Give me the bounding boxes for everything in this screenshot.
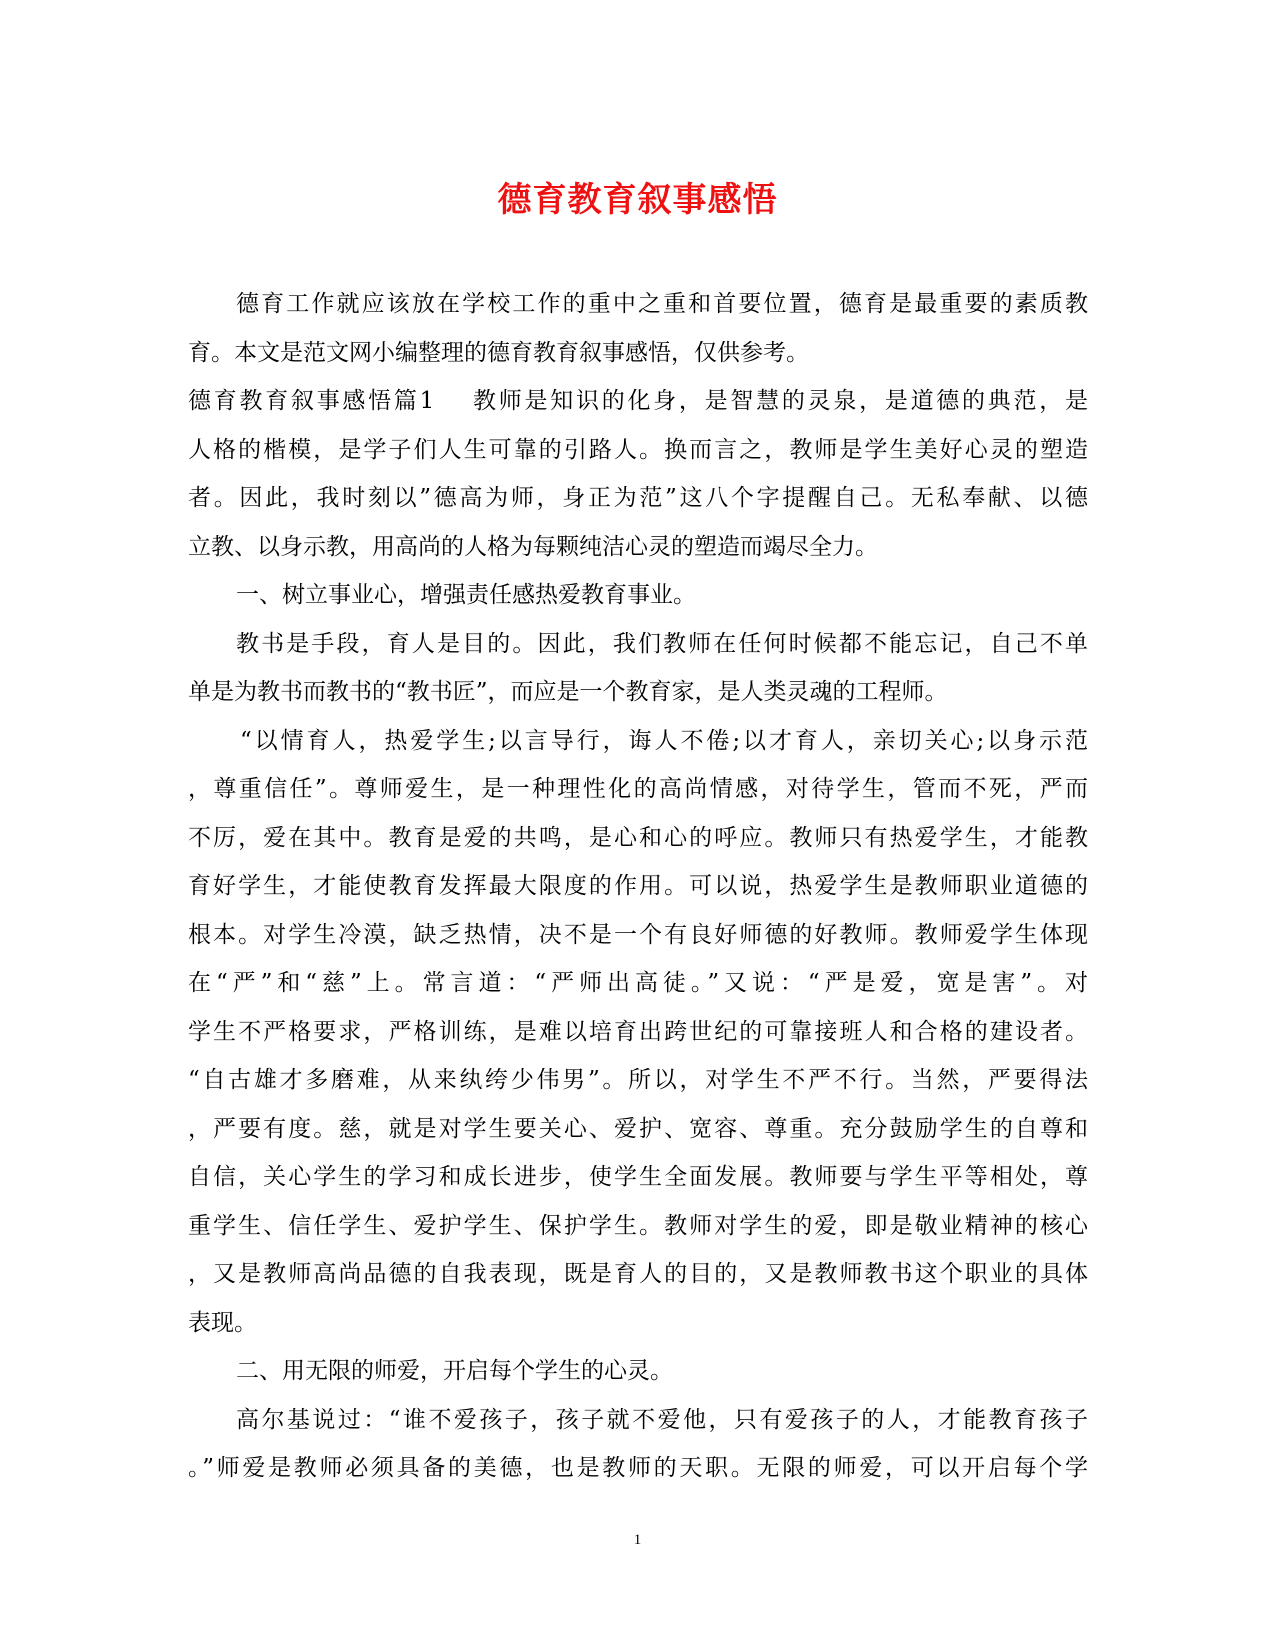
- paragraph-line: 德育工作就应该放在学校工作的重中之重和首要位置，德育是最重要的素质教: [236, 291, 1088, 317]
- section-heading: 德育教育叙事感悟篇1: [188, 388, 435, 414]
- paragraph-line: 育。本文是范文网小编整理的德育教育叙事感悟，仅供参考。: [188, 339, 809, 366]
- paragraph-line: [188, 377, 1088, 426]
- paragraph-line: 高尔基说过：“谁不爱孩子，孩子就不爱他，只有爱孩子的人，才能教育孩子: [236, 1406, 1088, 1433]
- paragraph-line: “以情育人，热爱学生;以言导行，诲人不倦;以才育人，亲切关心;以身示范: [240, 727, 1088, 754]
- section-heading: 一、树立事业心，增强责任感热爱教育事业。: [236, 582, 696, 608]
- paragraph-line: ，尊重信任”。尊师爱生，是一种理性化的高尚情感，对待学生，管而不死，严而: [188, 776, 1088, 802]
- paragraph-line: 立教、以身示教，用高尚的人格为每颗纯洁心灵的塑造而竭尽全力。: [188, 533, 878, 560]
- paragraph-line: 。”师爱是教师必须具备的美德，也是教师的天职。无限的师爱，可以开启每个学: [188, 1455, 1088, 1481]
- paragraph-line: 育好学生，才能使教育发挥最大限度的作用。可以说，热爱学生是教师职业道德的: [188, 873, 1088, 899]
- section-heading: 二、用无限的师爱，开启每个学生的心灵。: [236, 1358, 673, 1384]
- paragraph-line: “自古雄才多磨难，从来纨绔少伟男”。所以，对学生不严不行。当然，严要得法: [188, 1067, 1088, 1093]
- paragraph-line: 在“严”和“慈”上。常言道：“严师出高徒。”又说：“严是爱，宽是害”。对: [188, 970, 1088, 996]
- paragraph-line: 表现。: [188, 1309, 257, 1336]
- document-title: 德育教育叙事感悟: [497, 180, 778, 220]
- paragraph-line: 人格的楷模，是学子们人生可靠的引路人。换而言之，教师是学生美好心灵的塑造: [188, 436, 1088, 463]
- paragraph-line: ，严要有度。慈，就是对学生要关心、爱护、宽容、尊重。充分鼓励学生的自尊和: [188, 1115, 1088, 1142]
- document-body: [188, 280, 1088, 1493]
- paragraph-line: 教书是手段，育人是目的。因此，我们教师在任何时候都不能忘记，自己不单: [236, 630, 1088, 657]
- paragraph-line: 自信，关心学生的学习和成长进步，使学生全面发展。教师要与学生平等相处，尊: [188, 1164, 1088, 1190]
- paragraph-line: 单是为教书而教书的“教书匠”，而应是一个教育家，是人类灵魂的工程师。: [188, 679, 948, 705]
- paragraph-line: ，又是教师高尚品德的自我表现，既是育人的目的，又是教师教书这个职业的具体: [188, 1261, 1088, 1287]
- paragraph-line: 学生不严格要求，严格训练，是难以培育出跨世纪的可靠接班人和合格的建设者。: [188, 1018, 1088, 1045]
- page-number: 1: [633, 1532, 642, 1548]
- paragraph-line: 不厉，爱在其中。教育是爱的共鸣，是心和心的呼应。教师只有热爱学生，才能教: [188, 824, 1088, 851]
- paragraph-line: 重学生、信任学生、爱护学生、保护学生。教师对学生的爱，即是敬业精神的核心: [188, 1212, 1088, 1239]
- paragraph-line: 者。因此，我时刻以”德高为师，身正为范”这八个字提醒自己。无私奉献、以德: [188, 485, 1088, 511]
- paragraph-text: 教师是知识的化身，是智慧的灵泉，是道德的典范，是: [470, 388, 1088, 414]
- paragraph-line: 根本。对学生冷漠，缺乏热情，决不是一个有良好师德的好教师。教师爱学生体现: [188, 921, 1088, 948]
